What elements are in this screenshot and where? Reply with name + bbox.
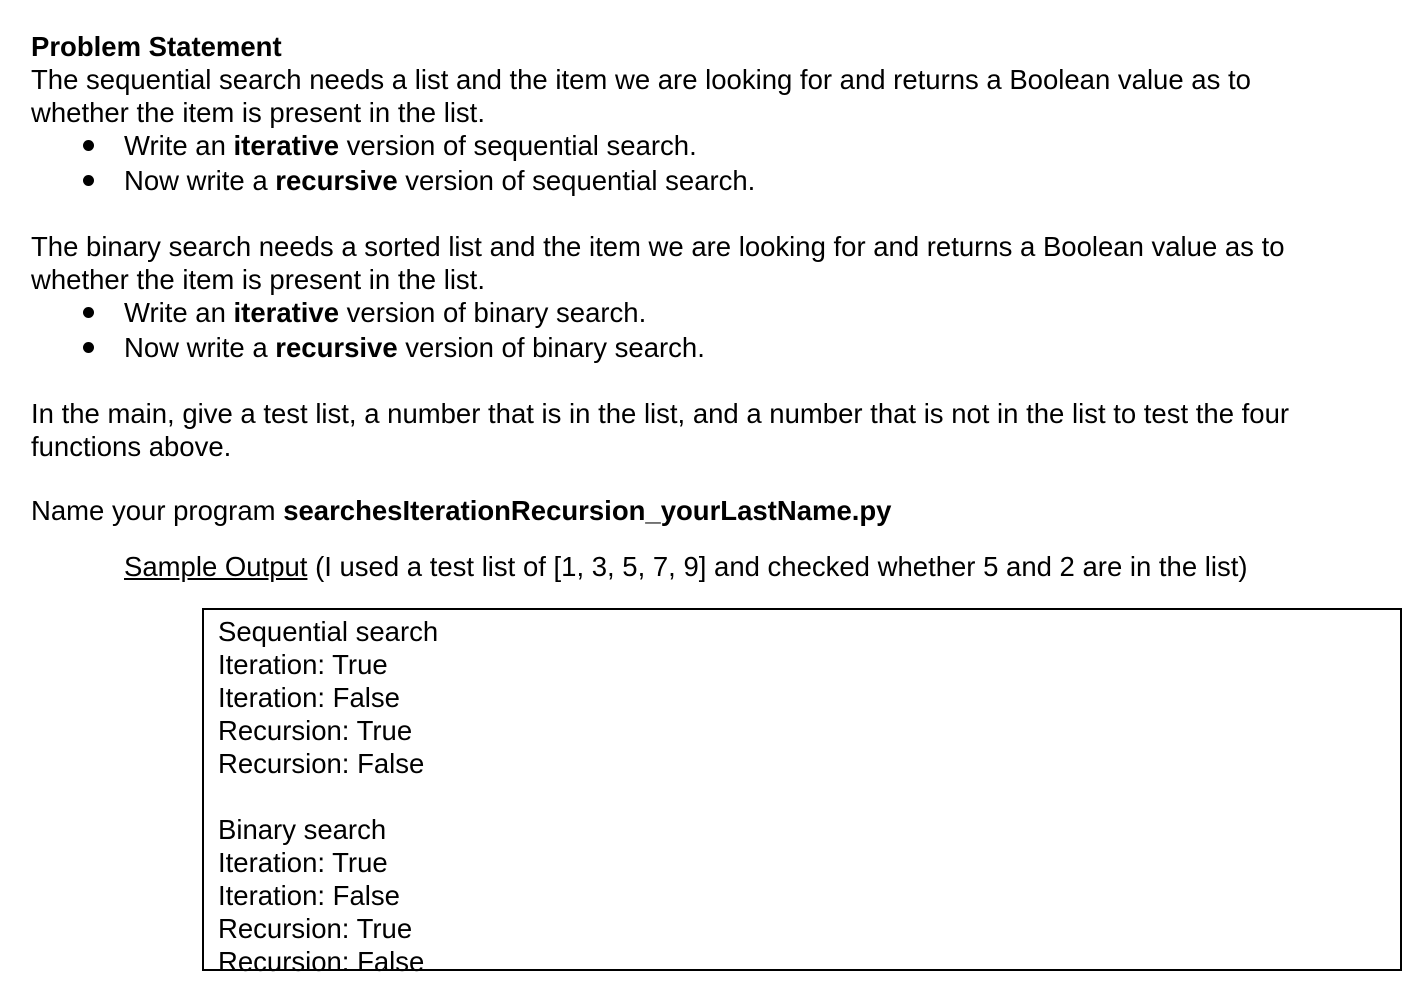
sequential-output-header: Sequential search [218, 616, 439, 647]
bullet-text-post: version of sequential search. [397, 165, 756, 196]
output-line: Iteration: False [218, 880, 400, 911]
sequential-bullet-list [31, 129, 1401, 199]
binary-intro-line1: The binary search needs a sorted list and the item we are looking for and returns a Boolean value as to [31, 231, 1285, 262]
bullet-text-post: version of binary search. [339, 297, 647, 328]
bullet-text-post: version of sequential search. [339, 130, 697, 161]
paragraph-gap [31, 463, 1401, 494]
sample-output-note: (I used a test list of [1, 3, 5, 7, 9] and checked whether 5 and 2 are in the list) [307, 551, 1248, 582]
list-item [31, 296, 1401, 331]
bullet-text-bold: recursive [275, 332, 398, 363]
output-line: Recursion: True [218, 715, 413, 746]
sample-output-box [202, 608, 1402, 977]
bullet-text-post: version of binary search. [397, 332, 705, 363]
program-name-label: Name your program [31, 495, 284, 526]
bullet-icon [83, 175, 94, 186]
bullet-text-bold: iterative [233, 297, 340, 328]
bullet-icon [83, 342, 94, 353]
bullet-text-pre: Now write a [124, 165, 276, 196]
bullet-icon [83, 307, 94, 318]
page-title: Problem Statement [31, 31, 282, 62]
bullet-text-pre: Now write a [124, 332, 276, 363]
program-name-line [31, 494, 1401, 527]
output-line: Recursion: True [218, 913, 413, 944]
list-item [31, 331, 1401, 366]
sequential-intro-line2: whether the item is present in the list. [31, 97, 485, 128]
bullet-text-bold: recursive [275, 165, 398, 196]
bullet-text-pre: Write an [124, 130, 234, 161]
output-gap [218, 780, 1400, 813]
bullet-text-bold: iterative [233, 130, 340, 161]
binary-intro-line2: whether the item is present in the list. [31, 264, 485, 295]
document-body [31, 30, 1401, 583]
bullet-icon [83, 140, 94, 151]
list-item [31, 164, 1401, 199]
main-instructions-line1: In the main, give a test list, a number that is in the list, and a number that is not in the list to test the four [31, 398, 1290, 429]
list-item [31, 129, 1401, 164]
output-line: Iteration: True [218, 847, 388, 878]
paragraph-gap [31, 199, 1401, 230]
sequential-intro-line1: The sequential search needs a list and the item we are looking for and returns a Boolean value as to [31, 64, 1251, 95]
output-line: Iteration: False [218, 682, 400, 713]
output-line: Recursion: False [218, 946, 425, 977]
program-filename: searchesIterationRecursion_yourLastName.py [283, 495, 892, 526]
sample-output-caption [124, 550, 1401, 583]
output-line: Iteration: True [218, 649, 388, 680]
output-line: Recursion: False [218, 748, 425, 779]
paragraph-gap [31, 366, 1401, 397]
main-instructions-line2: functions above. [31, 431, 232, 462]
binary-output-header: Binary search [218, 814, 387, 845]
paragraph-gap [31, 527, 1401, 550]
binary-bullet-list [31, 296, 1401, 366]
bullet-text-pre: Write an [124, 297, 234, 328]
sample-output-label: Sample Output [124, 551, 308, 582]
